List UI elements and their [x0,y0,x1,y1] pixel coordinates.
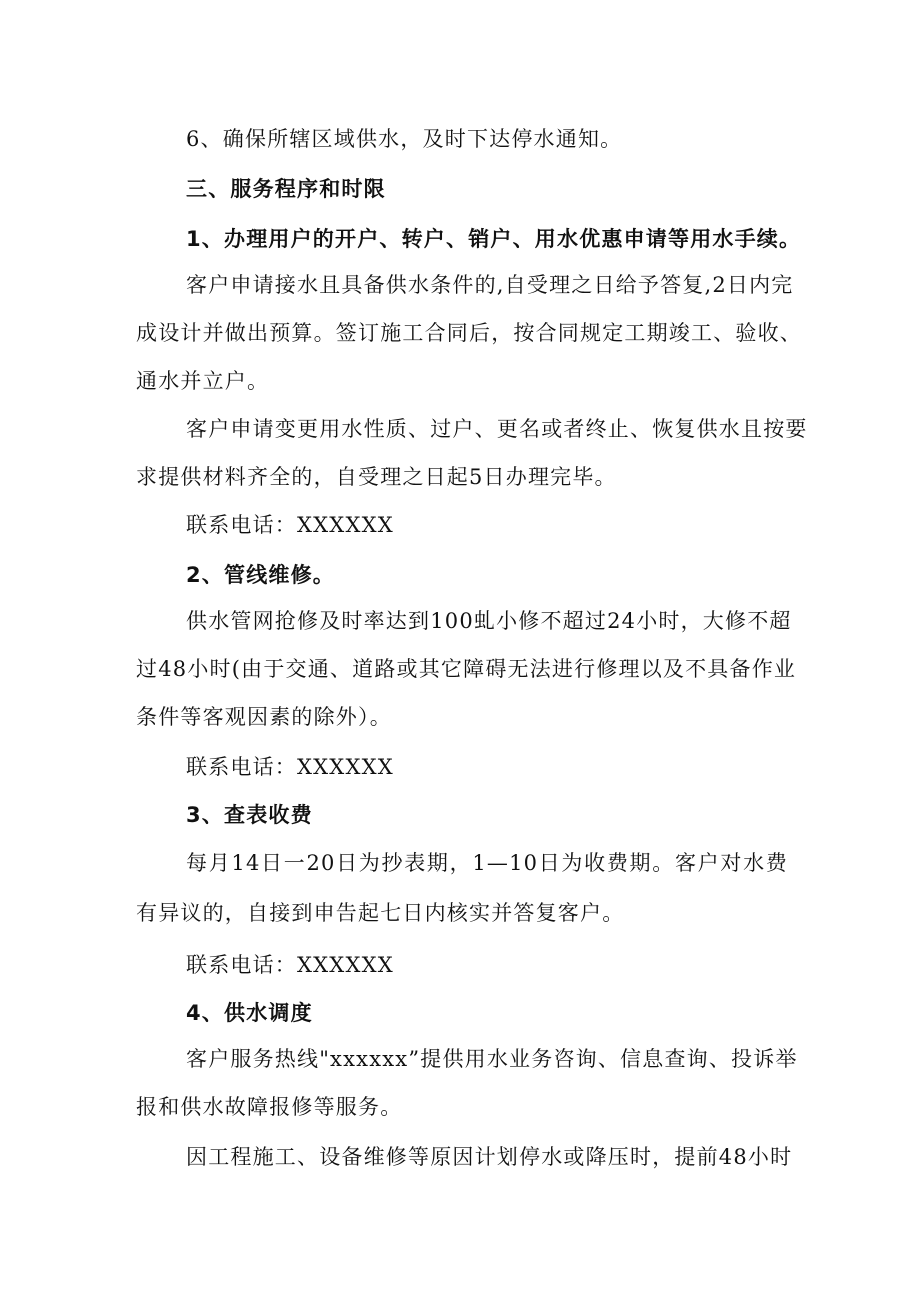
paragraph-line: 求提供材料齐全的，自受理之日起5日办理完毕。 [136,465,617,489]
contact-phone: 联系电话：XXXXXX [186,513,394,537]
item-6-text: 6、确保所辖区域供水，及时下达停水通知。 [186,127,623,151]
contact-phone: 联系电话：XXXXXX [186,953,394,977]
subsection-3-heading: 3、查表收费 [186,803,313,827]
contact-phone: 联系电话：XXXXXX [186,755,394,779]
paragraph-line: 通水并立户。 [136,369,270,393]
paragraph-line: 客户申请接水且具备供水条件的,自受理之日给予答复,2日内完 [186,273,794,297]
section-3-heading: 三、服务程序和时限 [186,177,386,201]
subsection-1-heading: 1、办理用户的开户、转户、销户、用水优惠申请等用水手续。 [186,227,802,251]
paragraph-line: 报和供水故障报修等服务。 [136,1095,403,1119]
paragraph-line: 成设计并做出预算。签订施工合同后，按合同规定工期竣工、验收、 [136,321,802,345]
subsection-4-heading: 4、供水调度 [186,1001,313,1025]
paragraph-line: 客户申请变更用水性质、过户、更名或者终止、恢复供水且按要 [186,417,808,441]
paragraph-line: 过48小时(由于交通、道路或其它障碍无法进行修理以及不具备作业 [136,657,797,681]
paragraph-line: 客户服务热线"xxxxxx”提供用水业务咨询、信息查询、投诉举 [186,1047,798,1071]
paragraph-line: 有异议的，自接到申告起七日内核实并答复客户。 [136,901,625,925]
paragraph-line: 每月14日一20日为抄表期，1—10日为收费期。客户对水费 [186,851,788,875]
paragraph-line: 供水管网抢修及时率达到100虬小修不超过24小时，大修不超 [186,609,792,633]
subsection-2-heading: 2、管线维修。 [186,563,336,587]
paragraph-line: 条件等客观因素的除外）。 [136,705,392,729]
paragraph-line: 因工程施工、设备维修等原因计划停水或降压时，提前48小时 [186,1145,793,1169]
